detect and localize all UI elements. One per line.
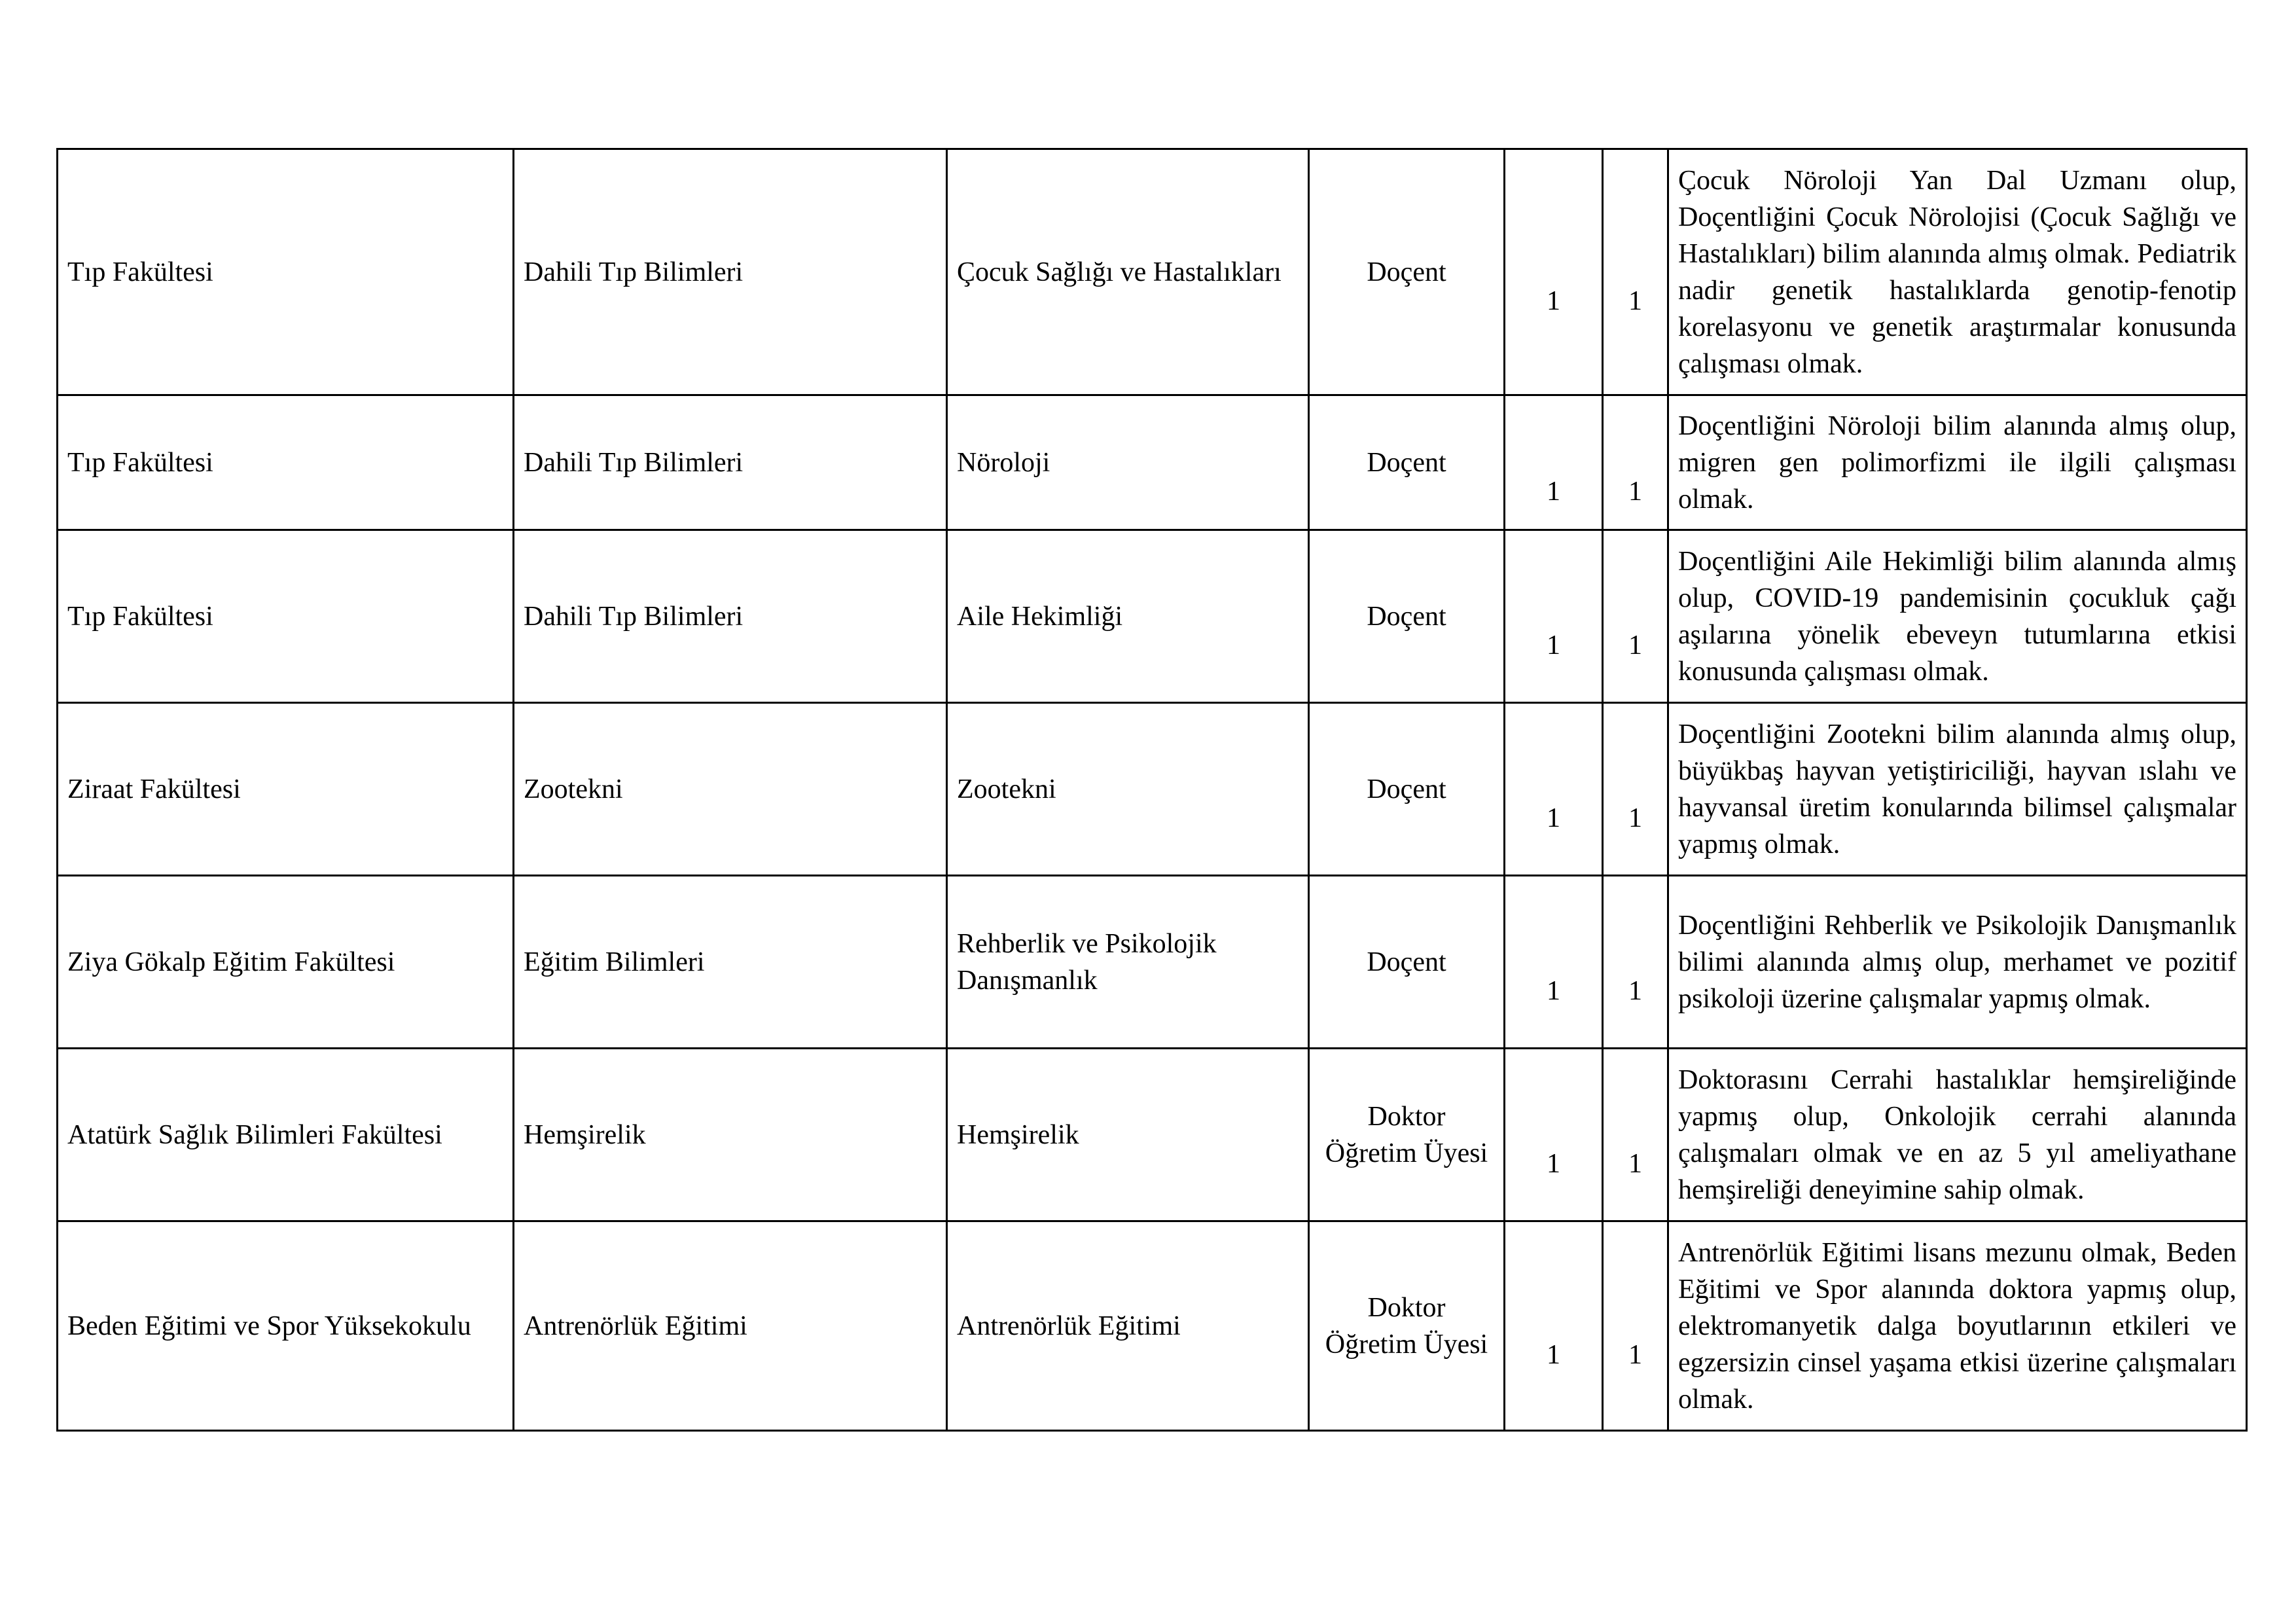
count-b-value: 1 [1628,803,1642,833]
count-a-value: 1 [1547,1148,1560,1179]
faculty-cell: Tıp Fakültesi [58,530,514,703]
department-cell: Hemşirelik [514,1049,947,1221]
count-b-cell [1603,703,1668,876]
count-a-cell [1505,1221,1603,1431]
title-cell: Doçent [1309,703,1505,876]
table-row [58,149,2247,395]
count-b-cell [1603,395,1668,530]
count-b-value: 1 [1628,975,1642,1006]
department-cell: Dahili Tıp Bilimleri [514,395,947,530]
table-row [58,530,2247,703]
subfield-cell: Antrenörlük Eğitimi [947,1221,1309,1431]
requirement-cell: Antrenörlük Eğitimi lisans mezunu olmak, Beden Eğitimi ve Spor alanında doktora yapmış olup, elektromanyetik dalga boyutlarının etkileri ve egzersizin cinsel yaşama etkisi üzerine çalışmaları olmak. [1668,1221,2247,1431]
count-a-value: 1 [1547,803,1560,833]
staff-position-table [56,148,2248,1432]
requirement-cell: Doçentliğini Rehberlik ve Psikolojik Danışmanlık bilimi alanında almış olup, merhamet ve pozitif psikoloji üzerine çalışmalar yapmış olmak. [1668,876,2247,1049]
department-cell: Eğitim Bilimleri [514,876,947,1049]
subfield-cell: Aile Hekimliği [947,530,1309,703]
count-a-cell [1505,876,1603,1049]
faculty-cell: Tıp Fakültesi [58,149,514,395]
requirement-cell: Doçentliğini Aile Hekimliği bilim alanında almış olup, COVID-19 pandemisinin çocukluk çağı aşılarına yönelik ebeveyn tutumlarına etkisi konusunda çalışması olmak. [1668,530,2247,703]
count-a-cell [1505,703,1603,876]
count-b-value: 1 [1628,476,1642,507]
title-cell: Doçent [1309,149,1505,395]
count-b-value: 1 [1628,1339,1642,1370]
table-row [58,876,2247,1049]
count-b-value: 1 [1628,630,1642,660]
count-a-cell [1505,530,1603,703]
count-a-value: 1 [1547,630,1560,660]
department-cell: Antrenörlük Eğitimi [514,1221,947,1431]
faculty-cell: Atatürk Sağlık Bilimleri Fakültesi [58,1049,514,1221]
count-b-cell [1603,876,1668,1049]
count-b-cell [1603,530,1668,703]
count-b-value: 1 [1628,285,1642,316]
count-a-value: 1 [1547,1339,1560,1370]
count-a-cell [1505,149,1603,395]
table-row [58,395,2247,530]
table-row [58,1049,2247,1221]
title-cell: Doktor Öğretim Üyesi [1309,1221,1505,1431]
subfield-cell: Hemşirelik [947,1049,1309,1221]
requirement-cell: Çocuk Nöroloji Yan Dal Uzmanı olup, Doçentliğini Çocuk Nörolojisi (Çocuk Sağlığı ve Hastalıkları) bilim alanında almış olmak. Pediatrik nadir genetik hastalıklarda genotip-fenotip korelasyonu ve genetik araştırmalar konusunda çalışması olmak. [1668,149,2247,395]
requirement-cell: Doçentliğini Nöroloji bilim alanında almış olup, migren gen polimorfizmi ile ilgili çalışması olmak. [1668,395,2247,530]
count-a-cell [1505,395,1603,530]
requirement-cell: Doktorasını Cerrahi hastalıklar hemşireliğinde yapmış olup, Onkolojik cerrahi alanında çalışmaları olmak ve en az 5 yıl ameliyathane hemşireliği deneyimine sahip olmak. [1668,1049,2247,1221]
title-cell: Doçent [1309,395,1505,530]
department-cell: Zootekni [514,703,947,876]
subfield-cell: Çocuk Sağlığı ve Hastalıkları [947,149,1309,395]
faculty-cell: Tıp Fakültesi [58,395,514,530]
table-row [58,703,2247,876]
subfield-cell: Rehberlik ve Psikolojik Danışmanlık [947,876,1309,1049]
department-cell: Dahili Tıp Bilimleri [514,530,947,703]
subfield-cell: Zootekni [947,703,1309,876]
subfield-cell: Nöroloji [947,395,1309,530]
count-b-cell [1603,1049,1668,1221]
table-row [58,1221,2247,1431]
count-a-value: 1 [1547,285,1560,316]
count-a-value: 1 [1547,975,1560,1006]
count-b-cell [1603,149,1668,395]
title-cell: Doçent [1309,530,1505,703]
count-a-value: 1 [1547,476,1560,507]
department-cell: Dahili Tıp Bilimleri [514,149,947,395]
faculty-cell: Ziya Gökalp Eğitim Fakültesi [58,876,514,1049]
count-b-cell [1603,1221,1668,1431]
title-cell: Doktor Öğretim Üyesi [1309,1049,1505,1221]
requirement-cell: Doçentliğini Zootekni bilim alanında almış olup, büyükbaş hayvan yetiştiriciliği, hayvan ıslahı ve hayvansal üretim konularında bilimsel çalışmalar yapmış olmak. [1668,703,2247,876]
count-a-cell [1505,1049,1603,1221]
title-cell: Doçent [1309,876,1505,1049]
faculty-cell: Ziraat Fakültesi [58,703,514,876]
count-b-value: 1 [1628,1148,1642,1179]
faculty-cell: Beden Eğitimi ve Spor Yüksekokulu [58,1221,514,1431]
